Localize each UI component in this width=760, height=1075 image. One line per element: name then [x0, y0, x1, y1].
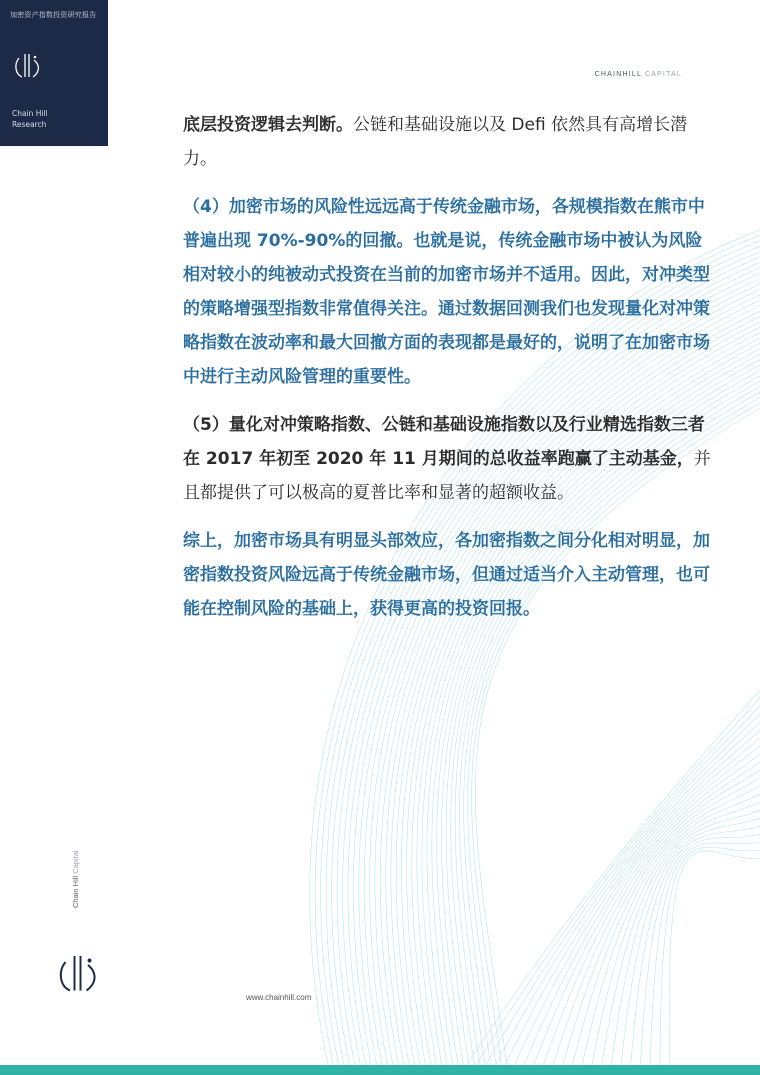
chainhill-logo-icon — [12, 50, 44, 82]
wave-line — [580, 786, 760, 1075]
wave-line — [620, 818, 760, 1075]
wave-line — [550, 762, 760, 1075]
footer-bar — [0, 1065, 760, 1075]
wave-line — [660, 847, 760, 1075]
brand-bold: CHAINHILL — [594, 71, 642, 78]
brand-wordmark — [595, 71, 682, 78]
org-line-2: Research — [12, 120, 47, 129]
chainhill-logo-bottom-icon — [55, 950, 103, 998]
wave-line — [510, 730, 760, 1075]
wave-line — [560, 770, 760, 1075]
org-name — [12, 108, 48, 130]
org-line-1: Chain Hill — [12, 109, 48, 118]
vertical-brand-light: Capital — [71, 850, 80, 874]
wave-line — [610, 810, 760, 1075]
paragraph-2: （4）加密市场的风险性远远高于传统金融市场，各规模指数在熊市中普遍出现 70%-90%的回撤。也就是说，传统金融市场中被认为风险相对较小的纯被动式投资在当前的加密市场并不适用。因此，对冲类型的策略增强型指数非常值得关注。通过数据回测我们也发现量化对冲策略指数在波动率和最大回撤方面的表现都是最好的，说明了在加密市场中进行主动风险管理的重要性。 — [183, 197, 710, 387]
paragraph-1 — [183, 108, 713, 176]
wave-line — [530, 746, 760, 1075]
main-content — [183, 108, 713, 640]
paragraph-1-bold: 底层投资逻辑去判断。 — [183, 115, 353, 135]
wave-line — [640, 834, 760, 1075]
wave-line — [669, 851, 760, 1075]
wave-line — [490, 714, 760, 1075]
brand-light: CAPITAL — [644, 71, 682, 78]
report-title: 加密资产指数投资研究报告 — [10, 11, 97, 19]
wave-line — [650, 842, 760, 1075]
wave-line — [630, 826, 760, 1075]
website-link[interactable]: www.chainhill.com — [246, 993, 312, 1002]
header-corner-block — [0, 0, 108, 146]
paragraph-1-rest: 公链和基础设施以及 Defi 依然具有高增长潜力。 — [183, 115, 688, 169]
wave-line — [590, 794, 760, 1075]
vertical-brand-text — [71, 842, 83, 908]
paragraph-4: 综上，加密市场具有明显头部效应，各加密指数之间分化相对明显，加密指数投资风险远高于传统金融市场，但通过适当介入主动管理，也可能在控制风险的基础上，获得更高的投资回报。 — [183, 531, 710, 619]
wave-line — [600, 802, 760, 1075]
wave-line — [470, 698, 760, 1075]
paragraph-3 — [183, 408, 713, 510]
wave-line — [570, 778, 760, 1075]
paragraph-3-rest: 并且都提供了可以极高的夏普比率和显著的超额收益。 — [183, 449, 711, 503]
vertical-brand-bold: Chain Hill — [71, 875, 80, 908]
paragraph-3-bold: （5）量化对冲策略指数、公链和基础设施指数以及行业精选指数三者在 2017 年初至 2020 年 11 月期间的总收益率跑赢了主动基金， — [183, 415, 705, 469]
